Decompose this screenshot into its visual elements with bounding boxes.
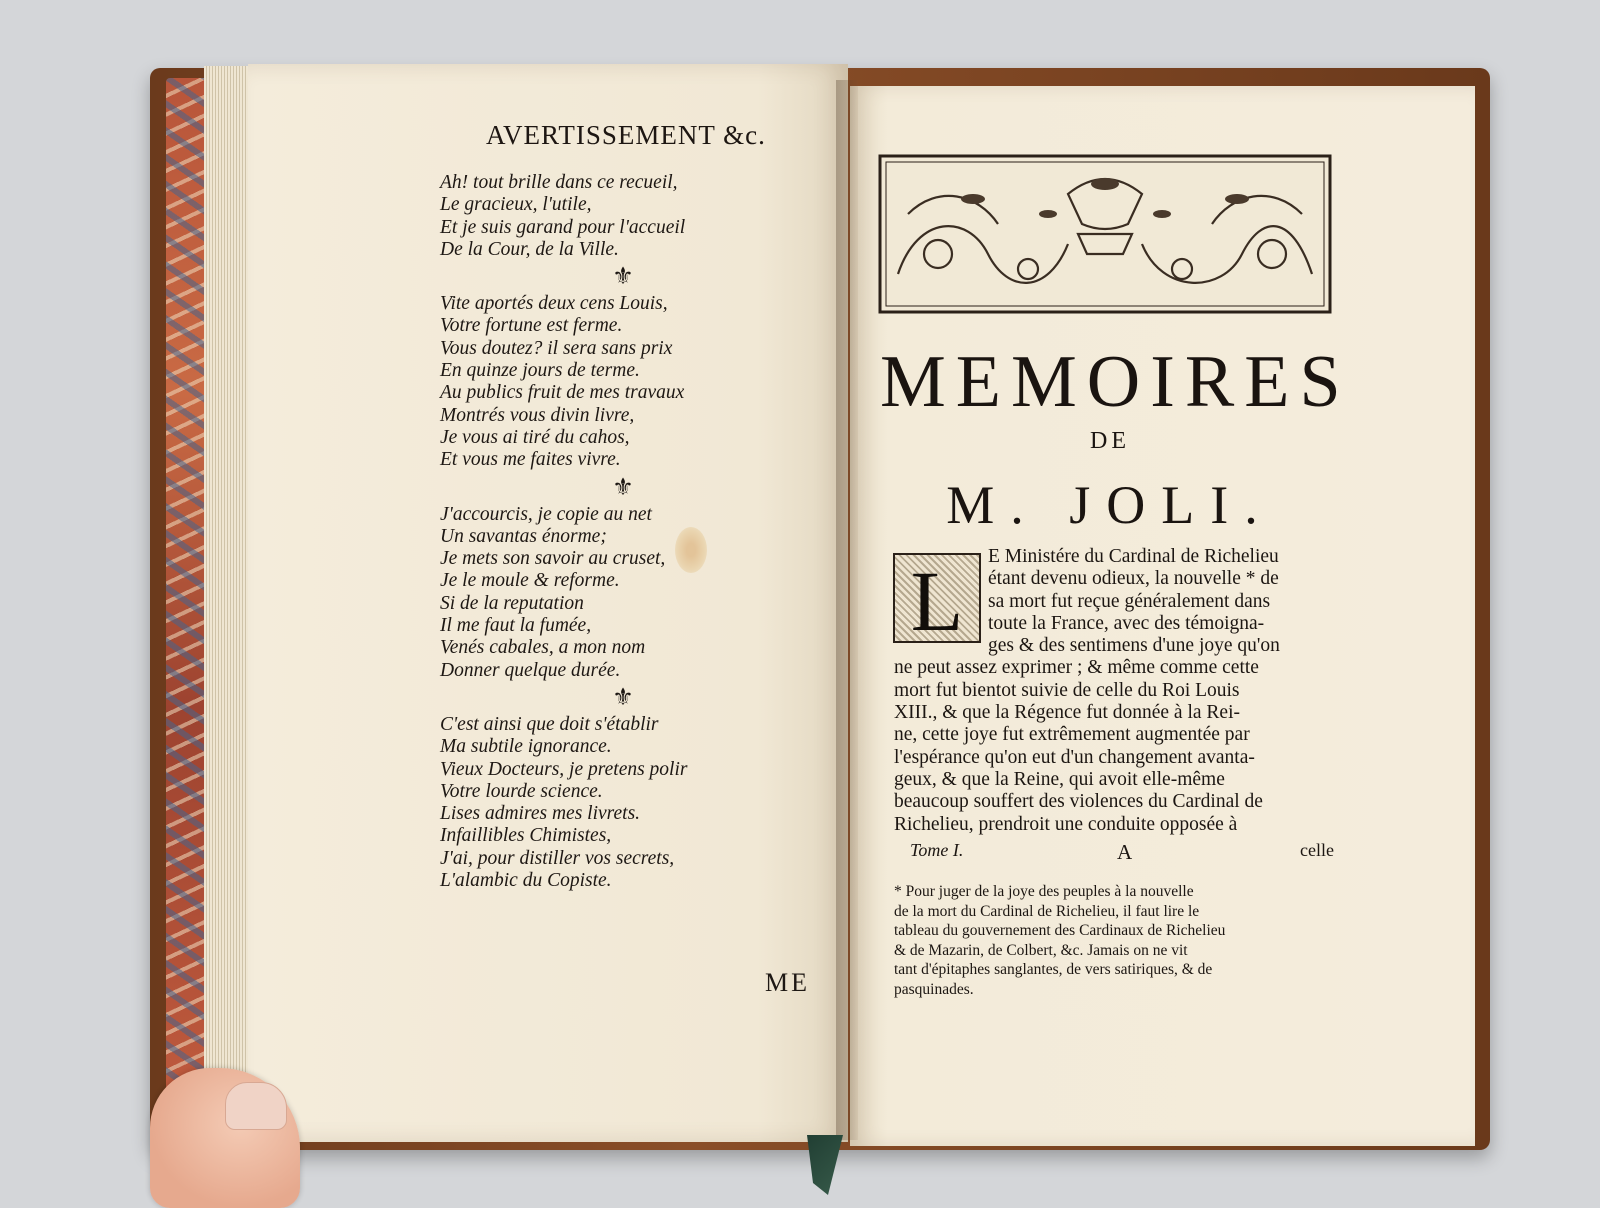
page-catchword: celle <box>1300 840 1334 860</box>
poem-line: J'ai, pour distiller vos secrets, <box>440 847 675 869</box>
poem-line: Un savantas énorme; <box>440 525 607 547</box>
poem-text <box>440 172 820 892</box>
body-line: ne peut assez exprimer ; & même comme cette <box>894 657 1259 679</box>
poem-line: C'est ainsi que doit s'établir <box>440 713 659 735</box>
poem-line: Votre lourde science. <box>440 780 603 802</box>
poem-line: Et je suis garand pour l'accueil <box>440 216 686 238</box>
body-line: ne, cette joye fut extrêmement augmentée par <box>894 724 1250 746</box>
body-line: sa mort fut reçue généralement dans <box>988 590 1271 612</box>
poem-line: Il me faut la fumée, <box>440 615 592 637</box>
body-line: toute la France, avec des témoigna- <box>988 612 1265 634</box>
page-edges <box>204 66 254 1126</box>
poem-line: En quinze jours de terme. <box>440 360 640 382</box>
decorated-initial: L <box>893 553 981 643</box>
poem-line: Et vous me faites vivre. <box>440 449 621 471</box>
poem-line: Lises admires mes livrets. <box>440 803 641 825</box>
footnote <box>894 882 1334 1000</box>
poem-line: Vous doutez? il sera sans prix <box>440 337 673 359</box>
body-line: mort fut bientot suivie de celle du Roi Louis <box>894 679 1240 701</box>
body-line: étant devenu odieux, la nouvelle * de <box>988 568 1279 590</box>
footnote-line: * Pour juger de la joye des peuples à la nouvelle <box>894 883 1194 900</box>
body-line: E Ministére du Cardinal de Richelieu <box>988 546 1279 567</box>
book-title: MEMOIRES <box>880 341 1351 423</box>
footnote-line: & de Mazarin, de Colbert, &c. Jamais on ne vit <box>894 941 1188 959</box>
poem-line: Montrés vous divin livre, <box>440 404 635 426</box>
poem-line: Le gracieux, l'utile, <box>440 194 592 216</box>
author-name: M. JOLI. <box>946 475 1274 535</box>
poem-line: Infaillibles Chimistes, <box>440 825 612 847</box>
body-line: geux, & que la Reine, qui avoit elle-même <box>894 768 1225 790</box>
ornamental-headpiece <box>878 154 1332 314</box>
body-line: ges & des sentimens d'une joye qu'on <box>988 635 1280 657</box>
body-line: XIII., & que la Régence fut donnée à la Rei- <box>894 702 1240 724</box>
fleur-de-lis-icon: ⚜ <box>612 684 634 711</box>
book-gutter <box>836 80 858 1140</box>
poem-line: Ma subtile ignorance. <box>440 736 612 758</box>
footnote-line: pasquinades. <box>894 980 974 998</box>
poem-line: Donner quelque durée. <box>440 659 621 681</box>
poem-line: L'alambic du Copiste. <box>440 870 612 892</box>
title-preposition: DE <box>1090 428 1130 454</box>
poem-line: Je mets son savoir au cruset, <box>440 548 666 570</box>
poem-line: Vieux Docteurs, je pretens polir <box>440 758 688 780</box>
footnote-line: tant d'épitaphes sanglantes, de vers satiriques, & de <box>894 961 1213 979</box>
thumbnail-nail <box>225 1082 287 1130</box>
poem-line: Au publics fruit de mes travaux <box>440 382 685 404</box>
fleur-de-lis-icon: ⚜ <box>612 264 634 291</box>
poem-line: Je vous ai tiré du cahos, <box>440 426 630 448</box>
body-text <box>894 546 1334 836</box>
footnote-line: tableau du gouvernement des Cardinaux de Richelieu <box>894 922 1226 940</box>
poem-line: Si de la reputation <box>440 592 584 614</box>
body-line: beaucoup souffert des violences du Cardinal de <box>894 791 1263 813</box>
catchword: ME <box>765 968 810 997</box>
body-line: l'espérance qu'on eut d'un changement avanta- <box>894 746 1255 768</box>
fleur-de-lis-icon: ⚜ <box>612 474 634 501</box>
body-line: Richelieu, prendroit une conduite opposée à <box>894 813 1238 835</box>
poem-line: Je le moule & reforme. <box>440 570 620 592</box>
signature-mark: A <box>1117 840 1133 864</box>
poem-line: Vite aportés deux cens Louis, <box>440 293 668 315</box>
running-head: AVERTISSEMENT &c. <box>486 120 766 150</box>
poem-line: Ah! tout brille dans ce recueil, <box>440 172 678 193</box>
poem-line: Votre fortune est ferme. <box>440 315 623 337</box>
poem-line: De la Cour, de la Ville. <box>440 238 619 260</box>
poem-line: J'accourcis, je copie au net <box>440 503 652 525</box>
poem-line: Venés cabales, a mon nom <box>440 637 646 659</box>
volume-label: Tome I. <box>910 840 964 860</box>
footnote-line: de la mort du Cardinal de Richelieu, il faut lire le <box>894 902 1200 920</box>
